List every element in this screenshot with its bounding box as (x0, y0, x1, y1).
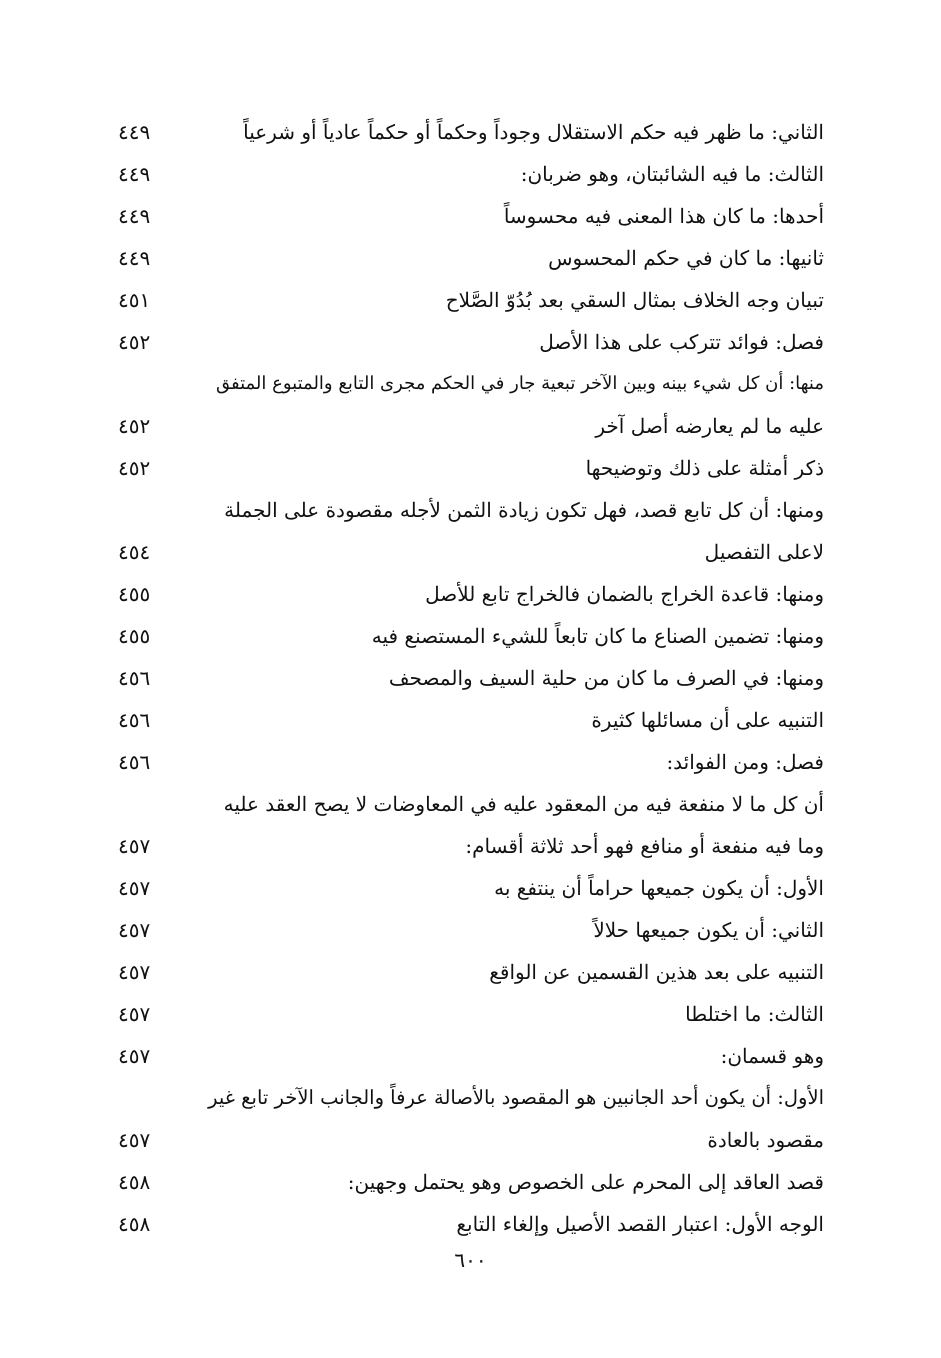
toc-entry (0, 699, 941, 741)
toc-entry (0, 783, 941, 825)
toc-entry-title: منها: أن كل شيء بينه وبين الآخر تبعية جار في الحكم مجرى التابع والمتبوع المتفق (215, 373, 824, 394)
toc-entry-page: ٤٥٢ (118, 456, 151, 480)
toc-entry-title: التنبيه على بعد هذين القسمين عن الواقع (489, 960, 824, 984)
toc-entry-title: الثالث: ما اختلطا (685, 1002, 824, 1026)
toc-entry (0, 867, 941, 909)
toc-entry-title: التنبيه على أن مسائلها كثيرة (591, 708, 824, 732)
toc-entry-title: مقصود بالعادة (707, 1128, 824, 1152)
toc-entry (0, 1035, 941, 1077)
toc-entry-page: ٤٥٨ (118, 1212, 151, 1236)
toc-entry (0, 825, 941, 867)
toc-entry (0, 111, 941, 153)
toc-entry-title: الوجه الأول: اعتبار القصد الأصيل وإلغاء التابع (456, 1212, 824, 1236)
toc-entry-page: ٤٥٧ (118, 834, 151, 858)
toc-entry-title: أحدها: ما كان هذا المعنى فيه محسوساً (503, 204, 824, 228)
toc-entry-page: ٤٤٩ (118, 120, 151, 144)
toc-entry (0, 1119, 941, 1161)
toc-entry-page: ٤٤٩ (118, 246, 151, 270)
toc-entry-page: ٤٥٦ (118, 750, 151, 774)
toc-entry-title: عليه ما لم يعارضه أصل آخر (595, 414, 824, 438)
toc-entry-page: ٤٥٧ (118, 1128, 151, 1152)
toc-entry (0, 1077, 941, 1119)
toc-entry-page: ٤٥٧ (118, 876, 151, 900)
toc-entry (0, 447, 941, 489)
table-of-contents (0, 111, 941, 1245)
toc-entry (0, 531, 941, 573)
toc-entry-title: وهو قسمان: (720, 1044, 824, 1068)
toc-entry (0, 489, 941, 531)
toc-entry (0, 657, 941, 699)
toc-entry-page: ٤٥٢ (118, 414, 151, 438)
toc-entry-title: الثالث: ما فيه الشائبتان، وهو ضربان: (520, 162, 824, 186)
toc-entry-title: الأول: أن يكون جميعها حراماً أن ينتفع به (494, 876, 824, 900)
toc-entry-page: ٤٥١ (118, 288, 151, 312)
toc-entry-page: ٤٥٦ (118, 708, 151, 732)
toc-entry-title: قصد العاقد إلى المحرم على الخصوص وهو يحتمل وجهين: (347, 1170, 824, 1194)
toc-entry (0, 1203, 941, 1245)
toc-entry-title: ومنها: تضمين الصناع ما كان تابعاً للشيء المستصنع فيه (371, 624, 824, 648)
toc-entry (0, 195, 941, 237)
page-number: ٦٠٠ (454, 1248, 487, 1272)
toc-entry (0, 1161, 941, 1203)
toc-entry-title: ثانيها: ما كان في حكم المحسوس (548, 246, 824, 270)
toc-entry (0, 741, 941, 783)
toc-entry-title: الأول: أن يكون أحد الجانبين هو المقصود بالأصالة عرفاً والجانب الآخر تابع غير (208, 1086, 824, 1109)
toc-entry-title: فصل: فوائد تترکب على هذا الأصل (539, 330, 824, 354)
toc-entry-page: ٤٥٨ (118, 1170, 151, 1194)
toc-entry-page: ٤٥٧ (118, 960, 151, 984)
toc-entry-page: ٤٤٩ (118, 162, 151, 186)
toc-entry (0, 993, 941, 1035)
toc-entry-title: وما فيه منفعة أو منافع فهو أحد ثلاثة أقسام: (465, 834, 824, 858)
toc-entry-title: ومنها: في الصرف ما كان من حلية السيف والمصحف (388, 666, 824, 690)
toc-entry-title: تبيان وجه الخلاف بمثال السقي بعد بُدُوّ الصَّلاح (445, 288, 824, 312)
toc-entry-title: ومنها: قاعدة الخراج بالضمان فالخراج تابع للأصل (425, 582, 824, 606)
toc-entry (0, 951, 941, 993)
toc-entry (0, 279, 941, 321)
toc-entry-page: ٤٤٩ (118, 204, 151, 228)
toc-entry-page: ٤٥٢ (118, 330, 151, 354)
toc-entry-page: ٤٥٥ (118, 624, 151, 648)
toc-entry (0, 909, 941, 951)
toc-entry (0, 405, 941, 447)
toc-entry (0, 321, 941, 363)
toc-entry-title: الثاني: أن يكون جميعها حلالاً (593, 918, 824, 942)
toc-entry-page: ٤٥٧ (118, 1002, 151, 1026)
toc-entry (0, 573, 941, 615)
toc-entry-page: ٤٥٧ (118, 918, 151, 942)
toc-entry (0, 363, 941, 405)
toc-entry-title: ومنها: أن كل تابع قصد، فهل تكون زيادة الثمن لأجله مقصودة على الجملة (224, 498, 824, 522)
toc-entry-page: ٤٥٧ (118, 1044, 151, 1068)
toc-entry-title: أن كل ما لا منفعة فيه من المعقود عليه في المعاوضات لا يصح العقد عليه (223, 792, 824, 816)
toc-entry-title: فصل: ومن الفوائد: (666, 750, 824, 774)
toc-entry-page: ٤٥٦ (118, 666, 151, 690)
toc-entry-title: ذكر أمثلة على ذلك وتوضيحها (585, 456, 824, 480)
toc-entry-page: ٤٥٥ (118, 582, 151, 606)
toc-entry (0, 615, 941, 657)
toc-entry-title: الثاني: ما ظهر فيه حكم الاستقلال وجوداً وحكماً أو حكماً عادياً أو شرعياً (243, 120, 824, 144)
toc-entry (0, 237, 941, 279)
toc-entry-title: لاعلى التفصيل (704, 540, 824, 564)
toc-entry-page: ٤٥٤ (118, 540, 151, 564)
toc-entry (0, 153, 941, 195)
